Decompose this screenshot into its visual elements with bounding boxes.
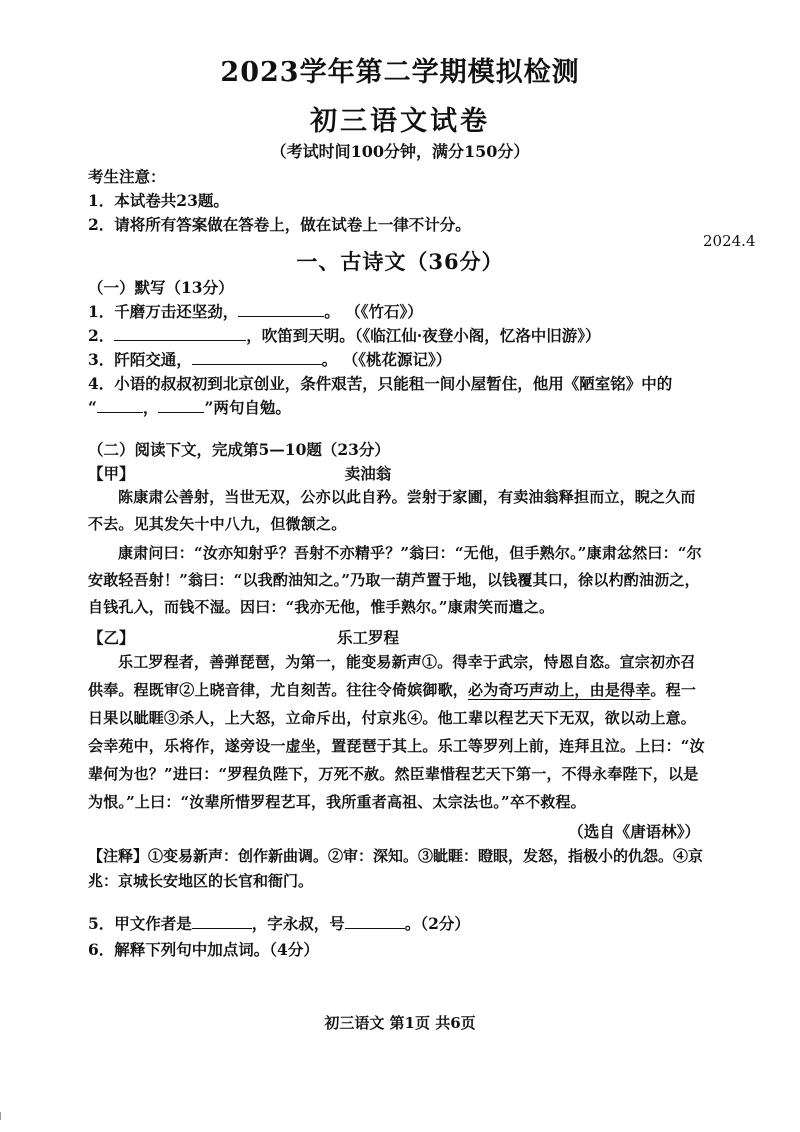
passage-a-paragraph-2: 康肃问曰：“汝亦知射乎？吾射不亦精乎？”翁曰：“无他，但手熟尔。”康肃忿然曰：“尔安敢轻吾射！”翁曰：“以我酌油知之。”乃取一葫芦置于地，以钱覆其口，徐以杓酌油沥之，自钱孔入，而钱不湿。因曰：“我亦无他，惟手熟尔。”康肃笑而遣之。: [88, 544, 702, 616]
annotation: 【注释】①变易新声：创作新曲调。②审：深知。③眦睚：瞪眼，发怒，指极小的仇怨。④京兆：京城长安地区的长官和衙门。: [88, 847, 704, 890]
passage-b-title: 乐工罗程: [336, 628, 399, 647]
passage-b-source: （选自《唐语林》）: [568, 822, 700, 841]
question-4: 4．小语的叔叔初到北京创业，条件艰苦，只能租一间小屋暂住，他用《陋室铭》中的: [88, 374, 673, 393]
answer-blank: [238, 302, 324, 317]
answer-blank: [97, 398, 143, 413]
underlined-sentence: 必为奇巧声动上，由是得幸: [468, 681, 651, 699]
exam-time-score: （考试时间100分钟，满分150分）: [270, 142, 530, 161]
answer-blank: [114, 326, 246, 341]
question-3: 3．阡陌交通， 。 （《桃花源记》）: [88, 350, 452, 369]
notice-item: 1．本试卷共23题。: [88, 191, 229, 210]
scan-edge-mark: [0, 1112, 9, 1120]
answer-blank: [192, 350, 322, 365]
question-1: 1．千磨万击还坚劲， 。 （《竹石》）: [88, 302, 423, 321]
part1-heading: （一）默写（13分）: [88, 278, 234, 297]
passage-a-paragraph-1: 陈康肃公善射，当世无双，公亦以此自矜。尝射于家圃，有卖油翁释担而立，睨之久而不去。见其发矢十中八九，但微颔之。: [88, 488, 696, 533]
part2-heading: （二）阅读下文，完成第5—10题（23分）: [88, 440, 390, 459]
passage-a-title: 卖油翁: [344, 464, 392, 483]
question-2: 2． ，吹笛到天明。（《临江仙·夜登小阁，忆洛中旧游》）: [88, 326, 601, 345]
page-footer: 初三语文 第1页 共6页: [324, 1014, 476, 1032]
exam-subject-title: 初三语文试卷: [310, 106, 490, 137]
passage-b-label: 【乙】: [88, 628, 135, 647]
question-4-blanks: “ ， ”两句自勉。: [88, 398, 291, 417]
notice-heading: 考生注意：: [88, 167, 166, 186]
question-5: 5．甲文作者是 ，字永叔，号 。（2分）: [88, 914, 470, 933]
notice-item: 2．请将所有答案做在答卷上，做在试卷上一律不计分。: [88, 215, 471, 234]
answer-blank: [158, 398, 204, 413]
question-6: 6．解释下列句中加点词。（4分）: [88, 940, 319, 959]
answer-blank: [345, 914, 405, 929]
passage-a-label: 【甲】: [88, 464, 135, 483]
exam-title: 2023学年第二学期模拟检测: [220, 57, 580, 88]
answer-blank: [192, 914, 252, 929]
passage-b-paragraph: 乐工罗程者，善弹琵琶，为第一，能变易新声①。得幸于武宗，恃恩自恣。宣宗初亦召供奉。程既审②上晓音律，尤自刻苦。往往令倚嫔御歌，必为奇巧声动上，由是得幸。程一日果以眦睚③杀人，上大怒，立命斥出，付京兆④。他工辈以程艺天下无双，欲以动上意。会幸苑中，乐将作，遂旁设一虚坐，置琵琶于其上。乐工等罗列上前，连拜且泣。上曰：“汝辈何为也？”进曰：“罗程负陛下，万死不赦。然臣辈惜程艺天下第一，不得永奉陛下，以是为恨。”上曰：“汝辈所惜罗程艺耳，我所重者高祖、太宗法也。”卒不救程。: [88, 653, 705, 811]
section-title: 一、古诗文（36分）: [296, 249, 504, 274]
exam-date: 2024.4: [703, 232, 756, 250]
